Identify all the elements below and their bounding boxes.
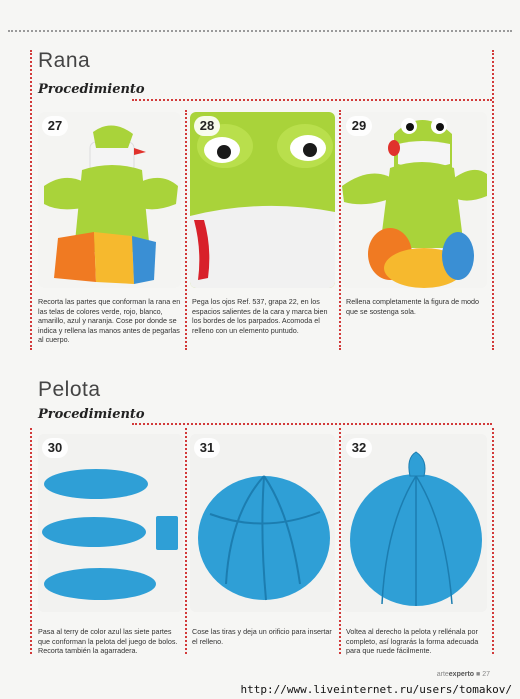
rana-procedure-label: Procedimiento [38,82,145,97]
step-number: 30 [42,438,68,458]
pelota-proc-rule [132,423,492,425]
fabric-pieces-image [38,434,183,612]
step-number: 28 [194,116,220,136]
rana-divider-2 [339,110,341,350]
step-27-caption: Recorta las partes que conforman la rana en las telas de colores verde, rojo, blanco, amarillo, azul y naranja. Cose por donde se indica y rellena las manos antes de pegarlas al cuerpo. [38,297,181,345]
step-30-photo [38,434,183,612]
step-number: 32 [346,438,372,458]
pelota-divider-1 [185,428,187,654]
footer-brand: experto [448,671,475,678]
pelota-left-border [30,428,32,654]
step-28-caption: Pega los ojos Ref. 537, grapa 22, en los espacios salientes de la cara y marca bien los bordes de los parpados. Acomoda el relleno con un elemento puntudo. [192,297,328,335]
sewn-ball-image [190,434,335,612]
rana-right-border [492,50,494,350]
rana-divider-1 [185,110,187,350]
page-footer: arteexperto ■ 27 [436,671,490,678]
frog-finished-image [342,112,487,288]
footer-prefix: arte [436,671,449,678]
step-28-photo [190,112,335,288]
frog-flat-image [38,112,181,288]
rana-left-border [30,50,32,350]
step-27-photo [38,112,181,288]
finished-ball-image [342,434,487,612]
step-32-photo [342,434,487,612]
frog-closeup-image [190,112,335,288]
watermark-url: http://www.liveinternet.ru/users/tomakov/ [240,683,512,696]
top-divider [8,30,512,32]
pelota-right-border [492,428,494,654]
step-31-photo [190,434,335,612]
pelota-title: Pelota [38,378,101,401]
page-number: 27 [482,671,490,678]
step-30-caption: Pasa al terry de color azul las siete partes que conforman la pelota del juego de bolos. Recorta también la agarradera. [38,627,178,656]
pelota-divider-2 [339,428,341,654]
step-31-caption: Cose las tiras y deja un orificio para insertar el relleno. [192,627,332,646]
step-29-photo [342,112,487,288]
step-number: 29 [346,116,372,136]
step-number: 27 [42,116,68,136]
pelota-procedure-label: Procedimiento [38,407,145,422]
rana-title: Rana [38,49,91,72]
step-number: 31 [194,438,220,458]
step-32-caption: Voltea al derecho la pelota y rellénala por completo, así lograrás la forma adecuada para que ruede fácilmente. [346,627,479,656]
rana-proc-rule [132,99,492,101]
step-29-caption: Rellena completamente la figura de modo que se sostenga sola. [346,297,480,316]
